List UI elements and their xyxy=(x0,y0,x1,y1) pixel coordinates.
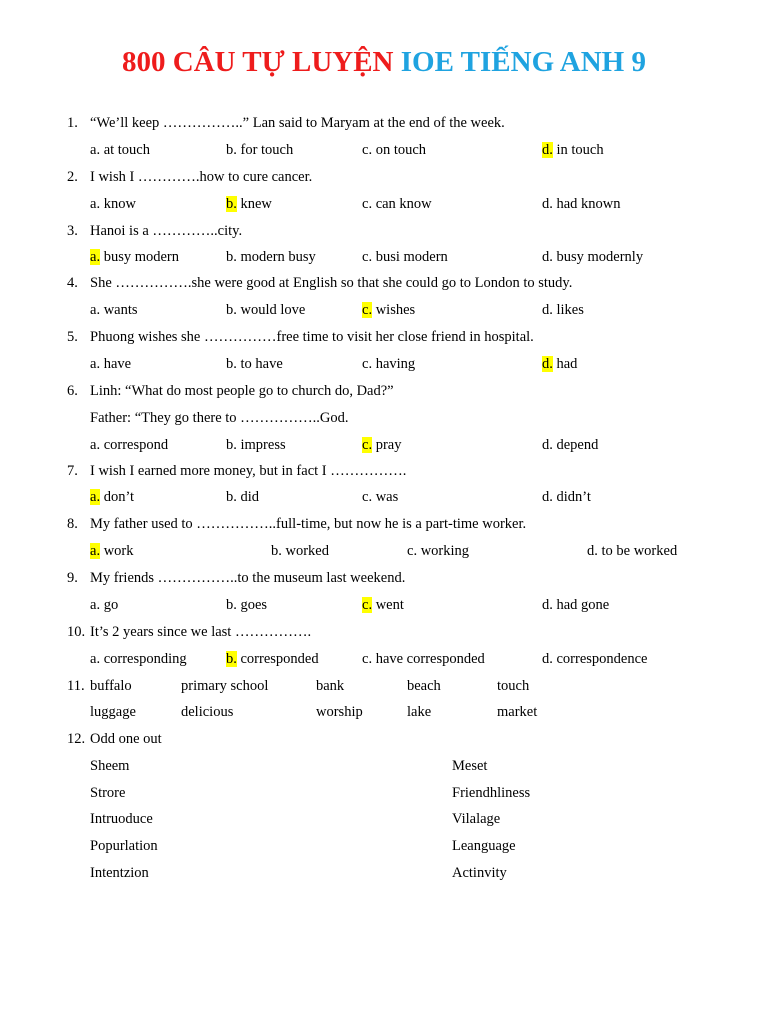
q11-word: worship xyxy=(316,704,363,720)
q5-option-a-text: have xyxy=(100,356,132,372)
question-1-text: “We’ll keep ……………..” Lan said to Maryam at the end of the week. xyxy=(90,115,505,131)
page-title xyxy=(0,46,768,79)
q7-option-a-text: don’t xyxy=(100,489,135,505)
q2-option-c-text: can know xyxy=(372,196,432,212)
q3-option-c-text: busi modern xyxy=(372,249,448,265)
q8-option-b-text: worked xyxy=(281,543,329,559)
q8-option-b: b. worked xyxy=(271,543,329,559)
q5-option-c: c. having xyxy=(362,356,416,372)
question-9-number: 9. xyxy=(67,570,78,586)
q2-option-b-text: knew xyxy=(236,196,272,212)
q3-option-d-text: busy modernly xyxy=(552,249,644,265)
q9-option-c-text: went xyxy=(372,597,404,613)
q1-option-d: d. in touch xyxy=(542,142,604,158)
q11-word: beach xyxy=(407,678,441,694)
q9-option-a-letter: a xyxy=(90,597,97,613)
question-7-number: 7. xyxy=(67,463,78,479)
q2-option-d: d. had known xyxy=(542,196,621,212)
q8-option-c-letter: c xyxy=(407,543,414,559)
q6-option-a-text: correspond xyxy=(100,437,169,453)
q9-option-b-text: goes xyxy=(236,597,268,613)
q9-option-b: b. goes xyxy=(226,597,268,613)
q8-option-c: c. working xyxy=(407,543,470,559)
q1-option-a-text: at touch xyxy=(100,142,150,158)
q12-left-word: Intruoduce xyxy=(90,811,153,827)
q8-option-d: d. to be worked xyxy=(587,543,678,559)
question-8-number: 8. xyxy=(67,516,78,532)
q12-right-word: Actinvity xyxy=(452,865,507,881)
q5-option-a: a. have xyxy=(90,356,132,372)
q12-left-word: Popurlation xyxy=(90,838,158,854)
q1-option-b: b. for touch xyxy=(226,142,294,158)
q4-option-c-letter: c xyxy=(362,302,369,318)
question-5-text: Phuong wishes she ……………free time to visit her close friend in hospital. xyxy=(90,329,534,345)
q4-option-d-letter: d xyxy=(542,302,550,318)
q7-option-a-letter: a xyxy=(90,489,97,505)
q10-option-c-letter: c xyxy=(362,651,369,667)
q7-option-c: c. was xyxy=(362,489,399,505)
q4-option-a-text: wants xyxy=(100,302,138,318)
q6-option-c: c. pray xyxy=(362,437,402,453)
q5-option-a-letter: a xyxy=(90,356,97,372)
q11-word: primary school xyxy=(181,678,269,694)
q9-option-b-letter: b xyxy=(226,597,234,613)
q6-option-d-text: depend xyxy=(552,437,599,453)
q1-option-b-text: for touch xyxy=(236,142,294,158)
q1-option-c: c. on touch xyxy=(362,142,427,158)
q4-option-b: b. would love xyxy=(226,302,306,318)
q5-option-b-letter: b xyxy=(226,356,234,372)
q9-option-d: d. had gone xyxy=(542,597,610,613)
question-4-number: 4. xyxy=(67,275,78,291)
q1-option-a-letter: a xyxy=(90,142,97,158)
q5-option-d: d. had xyxy=(542,356,578,372)
q8-option-a: a. work xyxy=(90,543,134,559)
q11-word: bank xyxy=(316,678,345,694)
q5-option-b-text: to have xyxy=(236,356,283,372)
q2-option-a-letter: a xyxy=(90,196,97,212)
q11-word: buffalo xyxy=(90,678,132,694)
q7-option-b-text: did xyxy=(236,489,260,505)
question-2-text: I wish I ………….how to cure cancer. xyxy=(90,169,313,185)
q2-option-d-letter: d xyxy=(542,196,550,212)
q1-option-c-letter: c xyxy=(362,142,369,158)
question-12-number: 12. xyxy=(67,731,86,747)
q10-option-b: b. corresponded xyxy=(226,651,319,667)
q11-word: market xyxy=(497,704,538,720)
q10-option-b-letter: b xyxy=(226,651,234,667)
question-11-number: 11. xyxy=(67,678,85,694)
q7-option-d-text: didn’t xyxy=(552,489,591,505)
q5-option-b: b. to have xyxy=(226,356,283,372)
question-8-text: My father used to ……………..full-time, but now he is a part-time worker. xyxy=(90,516,527,532)
q2-option-b-letter: b xyxy=(226,196,234,212)
q11-word: lake xyxy=(407,704,432,720)
q12-right-word: Leanguage xyxy=(452,838,516,854)
q7-option-a: a. don’t xyxy=(90,489,135,505)
q9-option-c-letter: c xyxy=(362,597,369,613)
q10-option-a-text: corresponding xyxy=(100,651,187,667)
q1-option-d-text: in touch xyxy=(552,142,604,158)
question-6-text-2: Father: “They go there to ……………..God. xyxy=(90,410,349,426)
q5-option-d-letter: d xyxy=(542,356,550,372)
q10-option-c: c. have corresponded xyxy=(362,651,485,667)
q10-option-a: a. corresponding xyxy=(90,651,187,667)
q6-option-d-letter: d xyxy=(542,437,550,453)
q12-left-word: Sheem xyxy=(90,758,130,774)
q11-word: delicious xyxy=(181,704,234,720)
q5-option-d-text: had xyxy=(552,356,578,372)
question-1-number: 1. xyxy=(67,115,78,131)
q2-option-d-text: had known xyxy=(552,196,621,212)
q4-option-a: a. wants xyxy=(90,302,138,318)
q12-right-word: Meset xyxy=(452,758,488,774)
q1-option-a: a. at touch xyxy=(90,142,150,158)
q1-option-d-letter: d xyxy=(542,142,550,158)
question-5-number: 5. xyxy=(67,329,78,345)
question-9-text: My friends ……………..to the museum last weekend. xyxy=(90,570,406,586)
q3-option-b-letter: b xyxy=(226,249,234,265)
q6-option-b-letter: b xyxy=(226,437,234,453)
q1-option-c-text: on touch xyxy=(372,142,427,158)
q3-option-d-letter: d xyxy=(542,249,550,265)
q7-option-b: b. did xyxy=(226,489,260,505)
q5-option-c-text: having xyxy=(372,356,416,372)
q8-option-d-letter: d xyxy=(587,543,595,559)
q9-option-d-letter: d xyxy=(542,597,550,613)
q9-option-a-text: go xyxy=(100,597,119,613)
q7-option-c-text: was xyxy=(372,489,399,505)
q6-option-b: b. impress xyxy=(226,437,286,453)
q6-option-a: a. correspond xyxy=(90,437,169,453)
q3-option-b: b. modern busy xyxy=(226,249,316,265)
q7-option-b-letter: b xyxy=(226,489,234,505)
question-6-text: Linh: “What do most people go to church do, Dad?” xyxy=(90,383,394,399)
title-part-blue: IOE TIẾNG ANH 9 xyxy=(400,46,646,78)
q2-option-c: c. can know xyxy=(362,196,432,212)
q12-right-word: Friendhliness xyxy=(452,785,531,801)
q3-option-d: d. busy modernly xyxy=(542,249,644,265)
q1-option-b-letter: b xyxy=(226,142,234,158)
question-12-text: Odd one out xyxy=(90,731,162,747)
q4-option-d: d. likes xyxy=(542,302,584,318)
q10-option-c-text: have corresponded xyxy=(372,651,485,667)
q6-option-a-letter: a xyxy=(90,437,97,453)
q7-option-c-letter: c xyxy=(362,489,369,505)
q3-option-a: a. busy modern xyxy=(90,249,179,265)
q7-option-d-letter: d xyxy=(542,489,550,505)
q10-option-a-letter: a xyxy=(90,651,97,667)
q11-word: touch xyxy=(497,678,530,694)
q8-option-d-text: to be worked xyxy=(597,543,678,559)
q7-option-d: d. didn’t xyxy=(542,489,591,505)
q2-option-b: b. knew xyxy=(226,196,272,212)
q9-option-d-text: had gone xyxy=(552,597,610,613)
q12-left-word: Strore xyxy=(90,785,126,801)
q12-left-word: Intentzion xyxy=(90,865,149,881)
q10-option-b-text: corresponded xyxy=(236,651,319,667)
q10-option-d: d. correspondence xyxy=(542,651,648,667)
q2-option-c-letter: c xyxy=(362,196,369,212)
q6-option-c-letter: c xyxy=(362,437,369,453)
q8-option-c-text: working xyxy=(417,543,470,559)
q4-option-d-text: likes xyxy=(552,302,584,318)
q4-option-c-text: wishes xyxy=(372,302,416,318)
question-3-text: Hanoi is a …………..city. xyxy=(90,223,243,239)
question-10-text: It’s 2 years since we last ……………. xyxy=(90,624,312,640)
q4-option-c: c. wishes xyxy=(362,302,416,318)
question-10-number: 10. xyxy=(67,624,86,640)
question-2-number: 2. xyxy=(67,169,78,185)
question-3-number: 3. xyxy=(67,223,78,239)
q2-option-a: a. know xyxy=(90,196,136,212)
q12-right-word: Vilalage xyxy=(452,811,501,827)
q3-option-b-text: modern busy xyxy=(236,249,316,265)
title-part-red: 800 CÂU TỰ LUYỆN xyxy=(122,46,394,78)
q8-option-b-letter: b xyxy=(271,543,279,559)
q3-option-c: c. busi modern xyxy=(362,249,448,265)
q8-option-a-letter: a xyxy=(90,543,97,559)
question-6-number: 6. xyxy=(67,383,78,399)
q3-option-c-letter: c xyxy=(362,249,369,265)
q10-option-d-text: correspondence xyxy=(552,651,648,667)
question-7-text: I wish I earned more money, but in fact I ……………. xyxy=(90,463,407,479)
q11-word: luggage xyxy=(90,704,136,720)
q5-option-c-letter: c xyxy=(362,356,369,372)
q9-option-a: a. go xyxy=(90,597,119,613)
q4-option-a-letter: a xyxy=(90,302,97,318)
q6-option-c-text: pray xyxy=(372,437,402,453)
q4-option-b-letter: b xyxy=(226,302,234,318)
q6-option-b-text: impress xyxy=(236,437,286,453)
q10-option-d-letter: d xyxy=(542,651,550,667)
q3-option-a-letter: a xyxy=(90,249,97,265)
q9-option-c: c. went xyxy=(362,597,404,613)
q6-option-d: d. depend xyxy=(542,437,599,453)
q3-option-a-text: busy modern xyxy=(100,249,179,265)
q8-option-a-text: work xyxy=(100,543,134,559)
question-4-text: She …………….she were good at English so that she could go to London to study. xyxy=(90,275,573,291)
q2-option-a-text: know xyxy=(100,196,136,212)
q4-option-b-text: would love xyxy=(236,302,306,318)
